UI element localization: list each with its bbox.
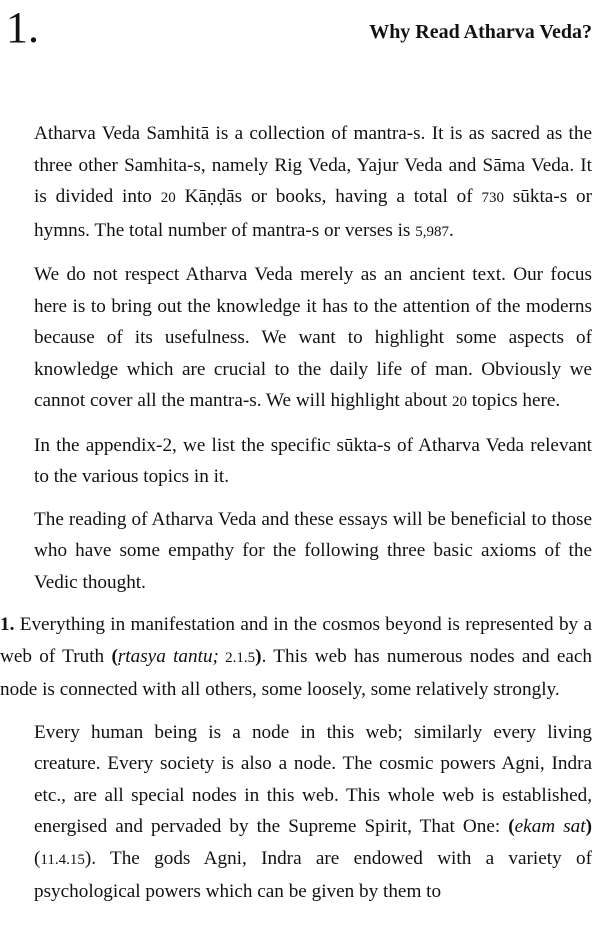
p6-ref-open: (: [34, 847, 41, 869]
paragraph-6: [34, 717, 592, 908]
chapter-title: Why Read Atharva Veda?: [369, 21, 592, 43]
axiom-number: 1.: [0, 614, 15, 635]
chapter-number: 1.: [6, 3, 39, 52]
p5-text-a: Everything in manifestation and in the cosmos beyond is represented by a web of Truth: [0, 614, 592, 667]
p1-text-c: sūkta-s or hymns. The total number of mantra-s or verses is: [34, 186, 592, 241]
paragraph-1: [34, 118, 592, 248]
p3-text: In the appendix-2, we list the specific sūkta-s of Atharva Veda relevant to the various topics in it.: [34, 434, 592, 487]
p5-paren-close: ): [255, 645, 262, 667]
p5-paren-open: (: [111, 645, 118, 667]
paragraph-5-axiom-1: [0, 609, 592, 706]
p2-text-b: topics here.: [466, 390, 561, 411]
p1-number-kandas: 20: [160, 190, 176, 206]
p1-number-mantras: 5,987: [415, 223, 449, 240]
p6-paren-open: (: [508, 816, 515, 837]
p6-paren-close: ): [585, 816, 592, 837]
p6-text-a: Every human being is a node in this web; similarly every living creature. Every society is also a node. The cosmic powers Agni, Indra etc., are all special nodes in this web. This whole web is established, energised and pervaded by the Supreme Spirit, That One:: [34, 721, 592, 837]
p6-ref-close: ): [84, 847, 92, 869]
paragraph-2: [34, 259, 592, 419]
p6-text-b: . The gods Agni, Indra are endowed with a variety of psychological powers which can be given by them to: [34, 847, 592, 902]
p1-number-suktas: 730: [481, 190, 504, 206]
p1-text-d: .: [448, 219, 454, 241]
p5-text-b: . This web has numerous nodes and each node is connected with all others, some loosely, some relatively strongly.: [0, 645, 592, 700]
p5-reference: 2.1.5: [218, 649, 256, 666]
p6-italic-term: ekam sat: [514, 816, 586, 837]
p4-text: The reading of Atharva Veda and these essays will be beneficial to those who have some empathy for the following three basic axioms of the Vedic thought.: [34, 508, 592, 593]
p5-italic-term: ṛtasya tantu;: [117, 645, 219, 667]
paragraph-4: [34, 504, 592, 599]
chapter-body: [0, 118, 592, 919]
chapter-header: [6, 0, 592, 62]
p2-number-topics: 20: [451, 394, 467, 410]
paragraph-3: [34, 430, 592, 493]
p6-reference: 11.4.15: [40, 851, 85, 868]
p2-text-a: We do not respect Atharva Veda merely as an ancient text. Our focus here is to bring out the knowledge it has to the attention of the moderns because of its usefulness. We want to highlight some aspects of knowledge which are crucial to the daily life of man. Obviously we cannot cover all the mantra-s. We will highlight about: [34, 264, 592, 411]
p1-text-a: Atharva Veda Samhitā is a collection of mantra-s. It is as sacred as the three other Samhita-s, namely Rig Veda, Yajur Veda and Sāma Veda. It is divided into: [34, 123, 592, 207]
p1-text-b: Kāṇḍās or books, having a total of: [175, 186, 482, 207]
